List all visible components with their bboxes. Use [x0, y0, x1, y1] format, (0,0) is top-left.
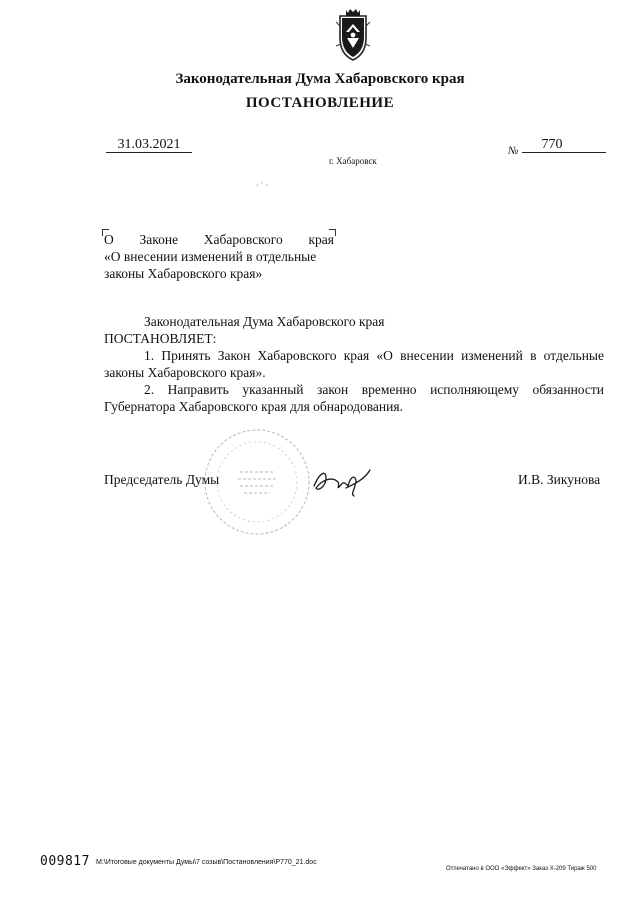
- printer-info: Отпечатано в ООО «Эффект» Заказ Х-209 Тираж 500: [446, 866, 597, 872]
- subject-line-3: законы Хабаровского края»: [104, 266, 263, 281]
- document-type: ПОСТАНОВЛЕНИЕ: [245, 95, 395, 111]
- subject-line-2: «О внесении изменений в отдельные: [104, 249, 317, 264]
- coat-of-arms-icon: [330, 8, 376, 64]
- file-path: M:\Итоговые документы Думы\7 созыв\Постановления\Р770_21.doc: [96, 859, 317, 866]
- subject-line-1: [104, 231, 334, 248]
- number-underline: [522, 152, 606, 153]
- organization-name: Законодательная Дума Хабаровского края: [175, 71, 465, 87]
- signatory-name: И.В. Зикунова: [518, 472, 601, 487]
- document-body: [104, 313, 604, 415]
- subject-word: Законе: [139, 232, 179, 247]
- body-item-2: 2. Направить указанный закон временно исполняющему обязанности Губернатора Хабаровского края для обнародования.: [104, 382, 604, 414]
- body-intro-line-1: Законодательная Дума Хабаровского края: [144, 314, 385, 329]
- subject-word: О: [104, 232, 114, 247]
- document-date: 31.03.2021: [117, 137, 181, 152]
- handwritten-signature: [310, 462, 374, 500]
- body-intro-line-2: ПОСТАНОВЛЯЕТ:: [104, 331, 217, 346]
- date-underline: [106, 152, 192, 153]
- city-label: г. Хабаровск: [329, 156, 377, 166]
- document-serial-code: 009817: [40, 854, 90, 869]
- subject-word: края: [308, 232, 334, 247]
- body-item-1: 1. Принять Закон Хабаровского края «О внесении изменений в отдельные законы Хабаровского края».: [104, 348, 604, 380]
- signatory-title: Председатель Думы: [104, 472, 220, 487]
- document-subject: [104, 231, 334, 282]
- subject-word: Хабаровского: [203, 232, 283, 247]
- number-sign: №: [508, 145, 519, 157]
- scan-speck: · ` ·: [256, 181, 268, 190]
- document-number: 770: [541, 137, 563, 152]
